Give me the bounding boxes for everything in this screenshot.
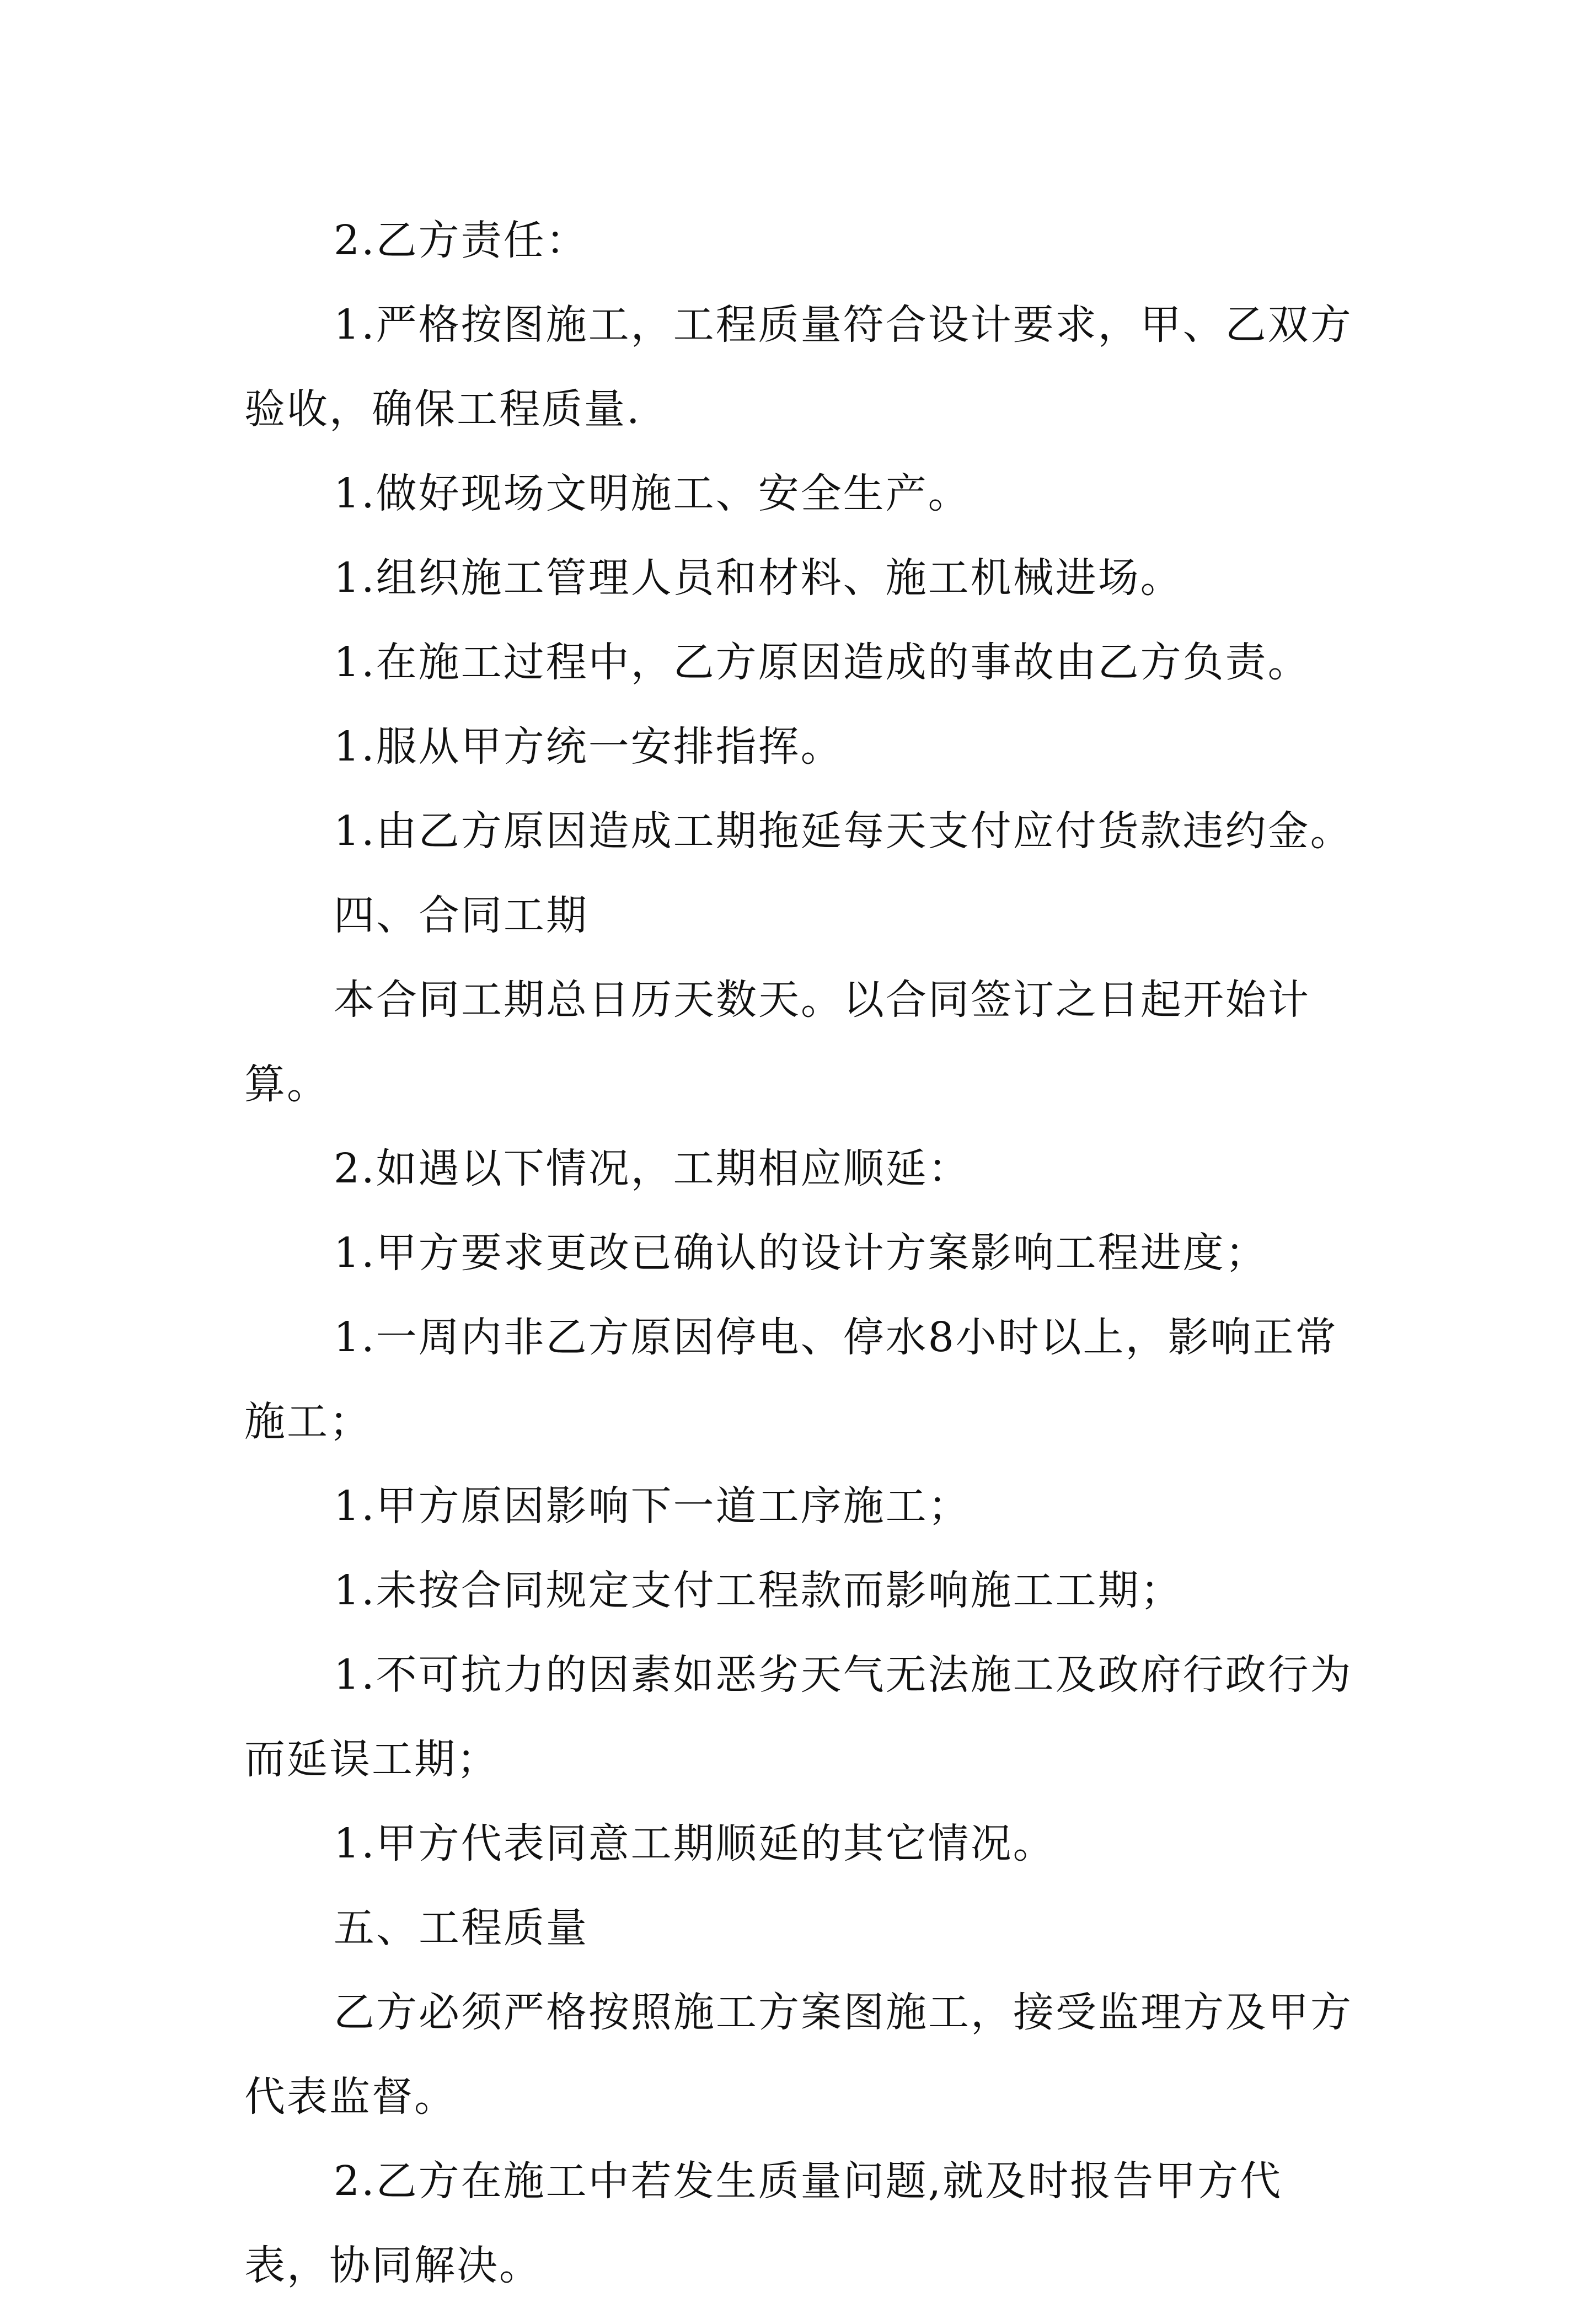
- paragraph: 2.如遇以下情况，工期相应顺延：: [334, 1145, 971, 1192]
- paragraph: 1.甲方代表同意工期顺延的其它情况。: [334, 1820, 1056, 1867]
- paragraph: 1.严格按图施工，工程质量符合设计要求，甲、乙双方验收，确保工程质量.: [244, 301, 1353, 433]
- paragraph: 1.做好现场文明施工、安全生产。: [334, 470, 971, 517]
- paragraph: 1.甲方要求更改已确认的设计方案影响工程进度；: [334, 1229, 1268, 1277]
- section-heading: 四、合同工期: [334, 892, 588, 939]
- document-body: [244, 199, 1358, 2308]
- paragraph: 1.一周内非乙方原因停电、停水8小时以上，影响正常施工；: [244, 1314, 1338, 1445]
- paragraph: 1.不可抗力的因素如恶劣天气无法施工及政府行政行为而延误工期；: [244, 1651, 1353, 1783]
- paragraph: 2.乙方在施工中若发生质量问题,就及时报告甲方代表，协同解决。: [244, 2157, 1283, 2289]
- paragraph: 1.甲方原因影响下一道工序施工；: [334, 1482, 971, 1530]
- paragraph: 1.组织施工管理人员和材料、施工机械进场。: [334, 554, 1183, 602]
- section-heading: 五、工程质量: [334, 1904, 588, 1952]
- paragraph: 1.在施工过程中，乙方原因造成的事故由乙方负责。: [334, 639, 1310, 686]
- paragraph: 2.乙方责任：: [334, 217, 588, 264]
- paragraph: 1.未按合同规定支付工程款而影响施工工期；: [334, 1567, 1183, 1614]
- paragraph: 乙方必须严格按照施工方案图施工，接受监理方及甲方代表监督。: [244, 1989, 1353, 2120]
- paragraph: 1.服从甲方统一安排指挥。: [334, 723, 843, 770]
- paragraph: 本合同工期总日历天数天。以合同签订之日起开始计算。: [244, 976, 1310, 1108]
- paragraph: 1.由乙方原因造成工期拖延每天支付应付货款违约金。: [334, 807, 1353, 855]
